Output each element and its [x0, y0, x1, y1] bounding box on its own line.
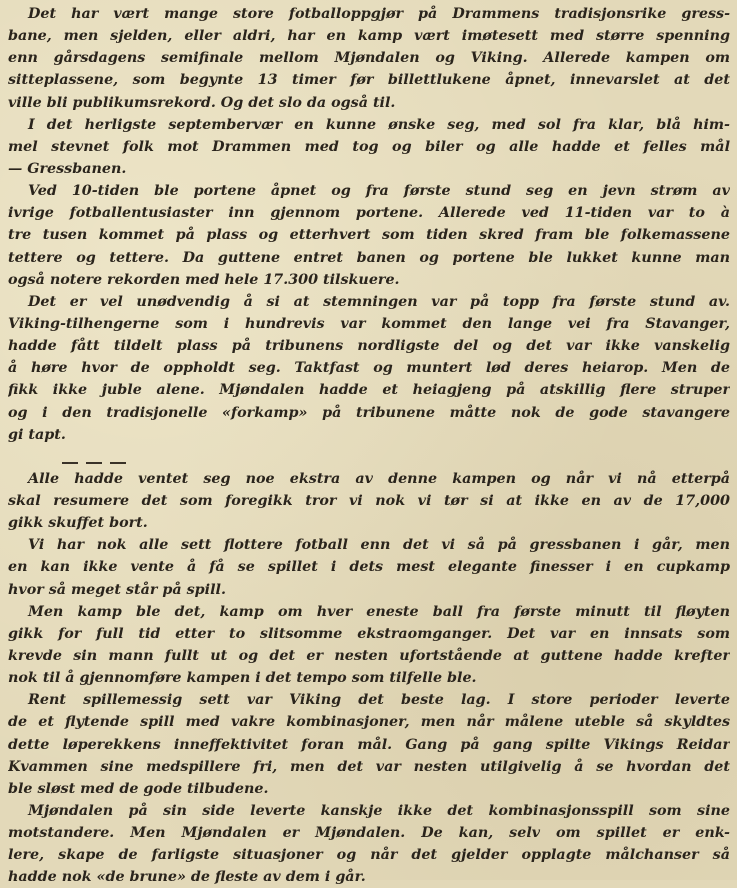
text-line: bane, men sjelden, eller aldri, har en kamp vært imøtesett med større spenning — [8, 28, 730, 45]
text-line: Ved 10-tiden ble portene åpnet og fra første stund seg en jevn strøm av — [28, 183, 730, 200]
text-line: gikk for full tid etter to slitsomme ekstraomganger. Det var en innsats som — [8, 625, 730, 642]
article-paragraph — [8, 601, 730, 690]
text-line: å høre hvor de oppholdt seg. Taktfast og muntert lød deres heiarop. Men de — [8, 360, 730, 377]
text-line: fikk ikke juble alene. Mjøndalen hadde et heiagjeng på atskillig flere struper — [8, 382, 730, 399]
text-line: de et flytende spill med vakre kombinasjoner, men når målene uteble så skyldtes — [8, 714, 730, 731]
text-line: — Gressbanen. — [8, 160, 127, 177]
article-paragraph — [8, 468, 730, 534]
text-line: tre tusen kommet på plass og etterhvert som tiden skred fram ble folkemassene — [8, 227, 730, 244]
text-line: gikk skuffet bort. — [8, 515, 148, 532]
text-line: Viking-tilhengerne som i hundrevis var kommet den lange vei fra Stavanger, — [8, 315, 730, 332]
text-line: hvor så meget står på spill. — [8, 581, 226, 598]
text-line: motstandere. Men Mjøndalen er Mjøndalen. De kan, selv om spillet er enk- — [8, 825, 730, 842]
article-paragraph — [8, 3, 730, 114]
text-line: Rent spillemessig sett var Viking det beste lag. I store perioder leverte — [28, 692, 730, 709]
text-line: og i den tradisjonelle «forkamp» på tribunene måtte nok de gode stavangere — [8, 404, 730, 421]
article-paragraph — [8, 114, 730, 180]
text-line: mel stevnet folk mot Drammen med tog og biler og alle hadde et felles mål — [8, 138, 730, 155]
text-line: I det herligste septembervær en kunne ønske seg, med sol fra klar, blå him- — [28, 116, 730, 133]
article-paragraph — [8, 291, 730, 446]
article-paragraph — [8, 534, 730, 600]
text-line: Alle hadde ventet seg noe ekstra av denne kampen og når vi nå etterpå — [28, 470, 730, 487]
text-line: Vi har nok alle sett flottere fotball enn det vi så på gressbanen i går, men — [28, 537, 730, 554]
text-line: skal resumere det som foregikk tror vi nok vi tør si at ikke en av de 17,000 — [8, 492, 730, 509]
article-paragraph — [8, 800, 730, 888]
text-line: nok til å gjennomføre kampen i det tempo som tilfelle ble. — [8, 670, 477, 687]
separator-dash — [86, 462, 102, 464]
text-line: dette løperekkens inneffektivitet foran mål. Gang på gang spilte Vikings Reidar — [8, 736, 730, 753]
text-line: tettere og tettere. Da guttene entret banen og portene ble lukket kunne man — [8, 249, 730, 266]
section-separator — [8, 446, 730, 468]
text-line: Det har vært mange store fotballoppgjør på Drammens tradisjonsrike gress- — [28, 6, 730, 22]
text-line: også notere rekorden med hele 17.300 tilskuere. — [8, 271, 400, 288]
text-line: gi tapt. — [8, 426, 66, 443]
text-line: ble sløst med de gode tilbudene. — [8, 780, 269, 797]
separator-dash — [110, 462, 126, 464]
text-line: lere, skape de farligste situasjoner og når det gjelder opplagte målchanser så — [8, 847, 730, 864]
article-paragraph — [8, 689, 730, 800]
text-line: Men kamp ble det, kamp om hver eneste ball fra første minutt til fløyten — [28, 603, 730, 620]
text-line: ville bli publikumsrekord. Og det slo da også til. — [8, 94, 396, 111]
separator-dash — [62, 462, 78, 464]
text-line: hadde fått tildelt plass på tribunens nordligste del og det var ikke vanskelig — [8, 338, 730, 355]
text-line: enn gårsdagens semifinale mellom Mjøndalen og Viking. Allerede kampen om — [8, 50, 730, 67]
text-line: krevde sin mann fullt ut og det er nesten ufortstående at guttene hadde krefter — [8, 647, 730, 664]
text-line: sitteplassene, som begynte 13 timer før billettlukene åpnet, innevarslet at det — [8, 72, 730, 89]
text-line: ivrige fotballentusiaster inn gjennom portene. Allerede ved 11-tiden var to à — [8, 205, 730, 222]
text-line: hadde nok «de brune» de fleste av dem i går. — [8, 869, 366, 886]
text-line: en kan ikke vente å få se spillet i dets mest elegante finesser i en cupkamp — [8, 559, 730, 576]
article-paragraph — [8, 180, 730, 291]
text-line: Kvammen sine medspillere fri, men det var nesten utilgivelig å se hvordan det — [8, 758, 730, 775]
text-line: Det er vel unødvendig å si at stemningen var på topp fra første stund av. — [28, 293, 730, 310]
text-line: Mjøndalen på sin side leverte kanskje ikke det kombinasjonsspill som sine — [28, 802, 730, 819]
